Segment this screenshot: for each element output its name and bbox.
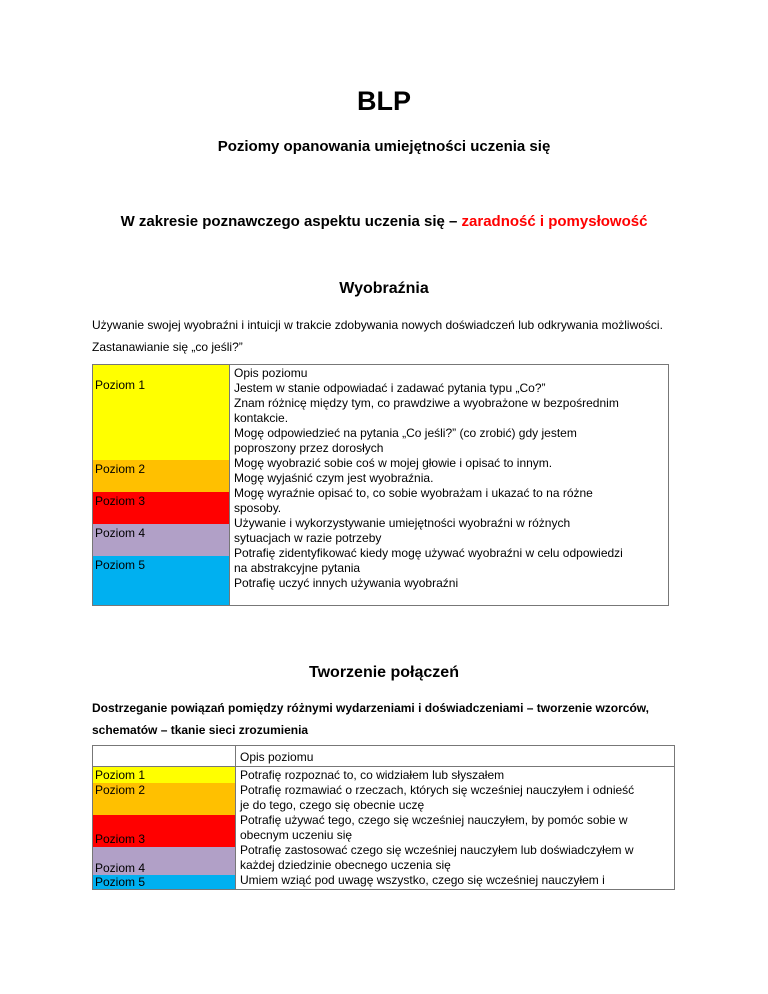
description-line: Potrafię używać tego, czego się wcześniej nauczyłem, by pomóc sobie w xyxy=(240,813,628,827)
level-band-1 xyxy=(93,365,229,460)
level-band-3 xyxy=(93,815,235,847)
description-line: Jestem w stanie odpowiadać i zadawać pytania typu „Co?” xyxy=(234,381,546,395)
description-line: Mogę wyobrazić sobie coś w mojej głowie i opisać to innym. xyxy=(234,456,553,470)
level-label: Poziom 2 xyxy=(95,462,146,476)
description-line: Używanie i wykorzystywanie umiejętności wyobraźni w różnych xyxy=(234,516,571,530)
description-line: poproszony przez dorosłych xyxy=(234,441,384,455)
description-line: Potrafię zidentyfikować kiedy mogę używać wyobraźni w celu odpowiedzi xyxy=(234,546,623,560)
header-blank-cell xyxy=(93,746,236,767)
level-label: Poziom 1 xyxy=(95,378,146,392)
level-label: Poziom 5 xyxy=(95,558,146,572)
description-line: obecnym uczeniu się xyxy=(240,828,353,842)
level-band-3 xyxy=(93,492,229,524)
aspect-prefix: W zakresie poznawczego aspektu uczenia się – xyxy=(120,213,462,230)
aspect-highlight: zaradność i pomysłowość xyxy=(461,213,648,230)
description-line: Znam różnicę między tym, co prawdziwe a wyobrażone w bezpośrednim xyxy=(234,396,619,410)
level-band-2 xyxy=(93,783,235,815)
level-label: Poziom 3 xyxy=(95,832,146,846)
level-label: Poziom 4 xyxy=(95,526,146,540)
level-band-5 xyxy=(93,556,229,605)
description-line: sposoby. xyxy=(234,501,282,515)
section-title-imagination: Wyobraźnia xyxy=(339,280,429,297)
levels-table-connections xyxy=(92,745,675,890)
description-line: Mogę odpowiedzieć na pytania „Co jeśli?” (co zrobić) gdy jestem xyxy=(234,426,577,440)
description-line: Potrafię uczyć innych używania wyobraźni xyxy=(234,576,459,590)
description-line: sytuacjach w razie potrzeby xyxy=(234,531,382,545)
level-label: Poziom 3 xyxy=(95,494,146,508)
level-label: Poziom 2 xyxy=(95,783,146,797)
table-header: Opis poziomu xyxy=(234,366,308,380)
document-title: BLP xyxy=(357,86,411,116)
section-intro-imagination: Używanie swojej wyobraźni i intuicji w trakcie zdobywania nowych doświadczeń lub odkrywania możliwości. Zastanawianie się „co jeśli?” xyxy=(92,318,663,354)
description-line: Potrafię rozpoznać to, co widziałem lub słyszałem xyxy=(240,768,505,782)
description-line: Umiem wziąć pod uwagę wszystko, czego się wcześniej nauczyłem i xyxy=(240,873,605,887)
description-line: kontakcie. xyxy=(234,411,289,425)
level-description-column xyxy=(230,365,669,606)
description-line: na abstrakcyjne pytania xyxy=(234,561,361,575)
level-description-column xyxy=(236,767,675,890)
level-label: Poziom 5 xyxy=(95,875,146,889)
level-band-5 xyxy=(93,875,235,889)
level-labels-column xyxy=(93,767,236,890)
level-band-4 xyxy=(93,847,235,875)
description-line: Potrafię rozmawiać o rzeczach, których się wcześniej nauczyłem i odnieść xyxy=(240,783,635,797)
level-band-4 xyxy=(93,524,229,556)
level-label: Poziom 4 xyxy=(95,861,146,875)
description-line: Potrafię zastosować czego się wcześniej nauczyłem lub doświadczyłem w xyxy=(240,843,634,857)
aspect-heading xyxy=(0,213,768,230)
section-intro-connections: Dostrzeganie powiązań pomiędzy różnymi wydarzeniami i doświadczeniami – tworzenie wzorców, schematów – tkanie sieci zrozumienia xyxy=(92,701,650,737)
level-band-2 xyxy=(93,460,229,492)
description-line: każdej dziedzinie obecnego uczenia się xyxy=(240,858,451,872)
level-label: Poziom 1 xyxy=(95,768,146,782)
section-title-connections: Tworzenie połączeń xyxy=(309,664,459,681)
description-line: Mogę wyraźnie opisać to, co sobie wyobrażam i ukazać to na różne xyxy=(234,486,593,500)
level-labels-column xyxy=(93,365,230,606)
table-header: Opis poziomu xyxy=(236,746,675,767)
levels-table-imagination xyxy=(92,364,669,606)
description-line: Mogę wyjaśnić czym jest wyobraźnia. xyxy=(234,471,434,485)
level-band-1 xyxy=(93,767,235,783)
description-line: je do tego, czego się obecnie uczę xyxy=(240,798,425,812)
document-subtitle: Poziomy opanowania umiejętności uczenia się xyxy=(217,138,551,155)
